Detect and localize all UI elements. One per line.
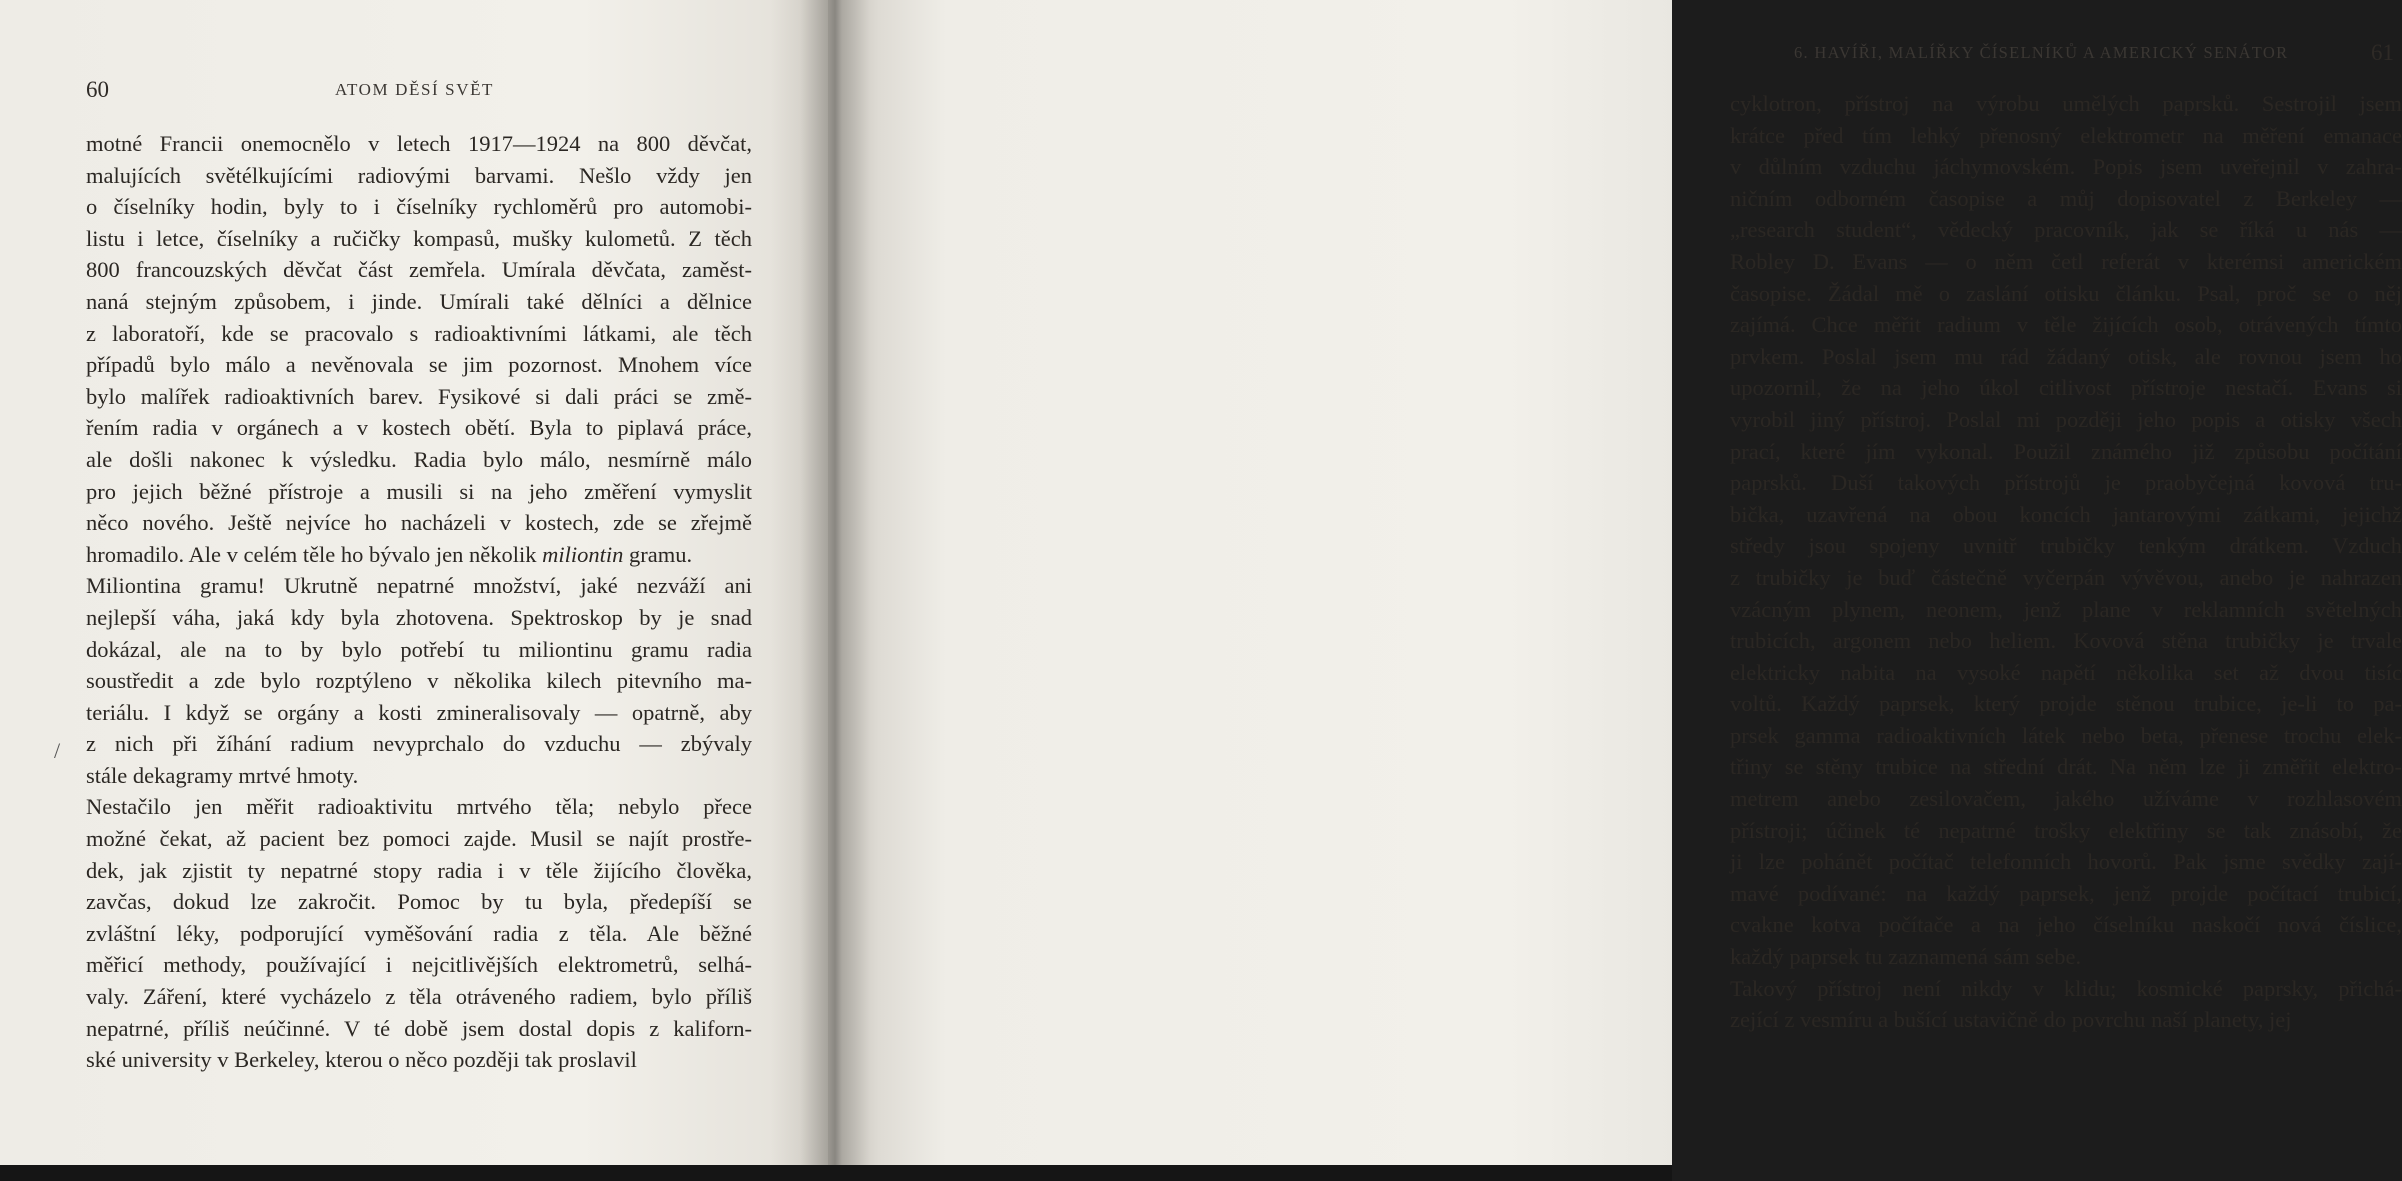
- text-segment: hromadilo. Ale v celém těle ho bývalo jen několik: [86, 541, 543, 567]
- text-line: ale došli nakonec k výsledku. Radia bylo málo, nesmírně málo: [86, 446, 752, 472]
- text-line: zavčas, dokud lze zakročit. Pomoc by tu byla, předepíší se: [86, 889, 752, 915]
- text-line: něco nového. Ještě nejvíce ho nacházeli v kostech, zde se zřejmě: [86, 510, 752, 536]
- text-line: časopise. Žádal mě o zaslání otisku článku. Psal, proč se o něj: [1730, 280, 2402, 306]
- text-line: teriálu. I když se orgány a kosti zmineralisovaly — opatrně, aby: [86, 699, 752, 725]
- text-line: z trubičky je buď částečně vyčerpán vývěvou, anebo je nahrazen: [1730, 564, 2402, 590]
- text-line: přístroji; účinek té nepatrné trošky elektřiny se tak znásobí, že: [1730, 817, 2402, 843]
- text-line: pro jejich běžné přístroje a musili si na jeho změření vymyslit: [86, 478, 752, 504]
- text-line: dek, jak zjistit ty nepatrné stopy radia i v těle žijícího člověka,: [86, 857, 752, 883]
- page-number-left: 60: [86, 77, 109, 102]
- text-line: případů bylo málo a nevěnovala se jim pozornost. Mnohem více: [86, 352, 752, 378]
- text-line: prsek gamma radioaktivních látek nebo beta, přenese trochu elek-: [1730, 722, 2402, 748]
- text-line: 800 francouzských děvčat část zemřela. Umírala děvčata, zaměst-: [86, 257, 752, 283]
- text-line: Miliontina gramu! Ukrutně nepatrné množství, jaké nezváží ani: [86, 573, 752, 599]
- running-head-left: ATOM DĚSÍ SVĚT: [335, 80, 495, 99]
- right-page: [828, 0, 2402, 1165]
- text-line: mavé podívané: na každý paprsek, jenž projde počítací trubicí,: [1730, 880, 2402, 906]
- text-line: valy. Záření, které vycházelo z těla otráveného radiem, bylo příliš: [86, 984, 752, 1010]
- text-line: Robley D. Evans — o něm četl referát v kterémsi americkém: [1730, 248, 2402, 274]
- text-line: z nich při žíhání radium nevyprchalo do vzduchu — zbývaly: [86, 731, 752, 757]
- text-line: stále dekagramy mrtvé hmoty.: [86, 762, 359, 788]
- text-line: zející z vesmíru a bušící ustavičně do povrchu naší planety, jej: [1730, 1007, 2292, 1033]
- page-number-right: 61: [2371, 40, 2394, 65]
- text-line: nepatrné, příliš neúčinné. V té době jsem dostal dopis z kaliforn-: [86, 1015, 752, 1041]
- text-line: o číselníky hodin, byly to i číselníky rychloměrů pro automobi-: [86, 194, 752, 220]
- text-line: ské university v Berkeley, kterou o něco později tak proslavil: [86, 1047, 637, 1073]
- left-page: [0, 0, 828, 1165]
- text-line: zajímá. Chce měřit radium v těle žijících osob, otrávených tímto: [1730, 312, 2402, 338]
- text-line: zvláštní léky, podporující vyměšování radia z těla. Ale běžné: [86, 920, 752, 946]
- text-line: Takový přístroj není nikdy v klidu; kosmické paprsky, přichá-: [1730, 975, 2402, 1001]
- text-line: vyrobil jiný přístroj. Poslal mi později jeho popis a otisky všech: [1730, 406, 2402, 432]
- text-line: z laboratoří, kde se pracovalo s radioaktivními látkami, ale těch: [86, 320, 752, 346]
- text-segment: gramu.: [623, 541, 693, 567]
- text-line: každý paprsek tu zaznamená sám sebe.: [1730, 944, 2082, 970]
- text-line: krátce před tím lehký přenosný elektrometr na měření emanace: [1730, 122, 2402, 148]
- text-line: cyklotron, přístroj na výrobu umělých paprsků. Sestrojil jsem: [1730, 91, 2402, 116]
- text-line: řením radia v orgánech a v kostech obětí. Byla to piplavá práce,: [86, 415, 752, 441]
- scanner-edge: [0, 1165, 1672, 1181]
- text-line: trubicích, argonem nebo heliem. Kovová stěna trubičky je trvale: [1730, 628, 2402, 654]
- text-line: cvakne kotva počítače a na jeho číselníku naskočí nová číslice,: [1730, 912, 2402, 938]
- text-line: měřicí methody, používající i nejcitlivějších elektrometrů, selhá-: [86, 952, 752, 978]
- text-line: naná stejným způsobem, i jinde. Umírali také dělníci a dělnice: [86, 288, 752, 314]
- running-head-right: 6. HAVÍŘI, MALÍŘKY ČÍSELNÍKŮ A AMERICKÝ SENÁTOR: [1794, 43, 2289, 62]
- text-line: paprsků. Duší takových přístrojů je praobyčejná kovová tru-: [1730, 470, 2402, 496]
- text-line: Nestačilo jen měřit radioaktivitu mrtvého těla; nebylo přece: [86, 794, 752, 820]
- text-line: nejlepší váha, jaká kdy byla zhotovena. Spektroskop by je snad: [86, 604, 752, 630]
- text-line: [86, 539, 752, 571]
- text-line: upozornil, že na jeho úkol citlivost přístroje nestačí. Evans si: [1730, 375, 2402, 401]
- text-line: bylo malířek radioaktivních barev. Fysikové si dali práci se změ-: [86, 383, 752, 409]
- text-line: prací, které jím vykonal. Použil známého již způsobu počítání: [1730, 438, 2402, 464]
- text-line: středy jsou spojeny uvnitř trubičky tenkým drátkem. Vzduch: [1730, 533, 2402, 559]
- text-line: voltů. Každý paprsek, který projde stěnou trubice, je-li to pa-: [1730, 691, 2402, 717]
- margin-mark: /: [54, 738, 61, 763]
- text-line: bička, uzavřená na obou koncích jantarovými zátkami, jejichž: [1730, 501, 2402, 527]
- text-line: ničním odborném časopise a můj dopisovatel z Berkeley —: [1730, 185, 2402, 211]
- text-line: v důlním vzduchu jáchymovském. Popis jsem uveřejnil v zahra-: [1730, 154, 2402, 180]
- text-line: ji lze pohánět počítač telefonních hovorů. Pak jsme svědky zají-: [1730, 849, 2402, 875]
- text-line: soustředit a zde bylo rozptýleno v několika kilech pitevního ma-: [86, 668, 752, 694]
- text-line: malujících světélkujícími radiovými barvami. Nešlo vždy jen: [86, 162, 752, 188]
- text-line: elektricky nabita na vysoké napětí několika set až dvou tisíc: [1730, 659, 2402, 685]
- italic-word: miliontin: [542, 541, 624, 567]
- text-line: možné čekat, až pacient bez pomoci zajde. Musil se najít prostře-: [86, 826, 752, 852]
- right-page-body: [1730, 88, 2402, 1036]
- text-line: prvkem. Poslal jsem mu rád žádaný otisk, ale rovnou jsem ho: [1730, 343, 2402, 369]
- text-line: metrem anebo zesilovačem, jakého užíváme v rozhlasovém: [1730, 786, 2402, 812]
- left-page-body: [86, 128, 752, 1076]
- text-line: dokázal, ale na to by bylo potřebí tu miliontinu gramu radia: [86, 636, 752, 662]
- text-line: motné Francii onemocnělo v letech 1917—1924 na 800 děvčat,: [86, 131, 752, 156]
- text-line: vzácným plynem, neonem, jenž plane v reklamních světelných: [1730, 596, 2402, 622]
- text-line: třiny se stěny trubice na střední drát. Na něm lze ji změřit elektro-: [1730, 754, 2402, 780]
- text-line: „research student“, vědecký pracovník, jak se říká u nás —: [1730, 217, 2402, 243]
- text-line: listu i letce, číselníky a ručičky kompasů, mušky kulometů. Z těch: [86, 225, 752, 251]
